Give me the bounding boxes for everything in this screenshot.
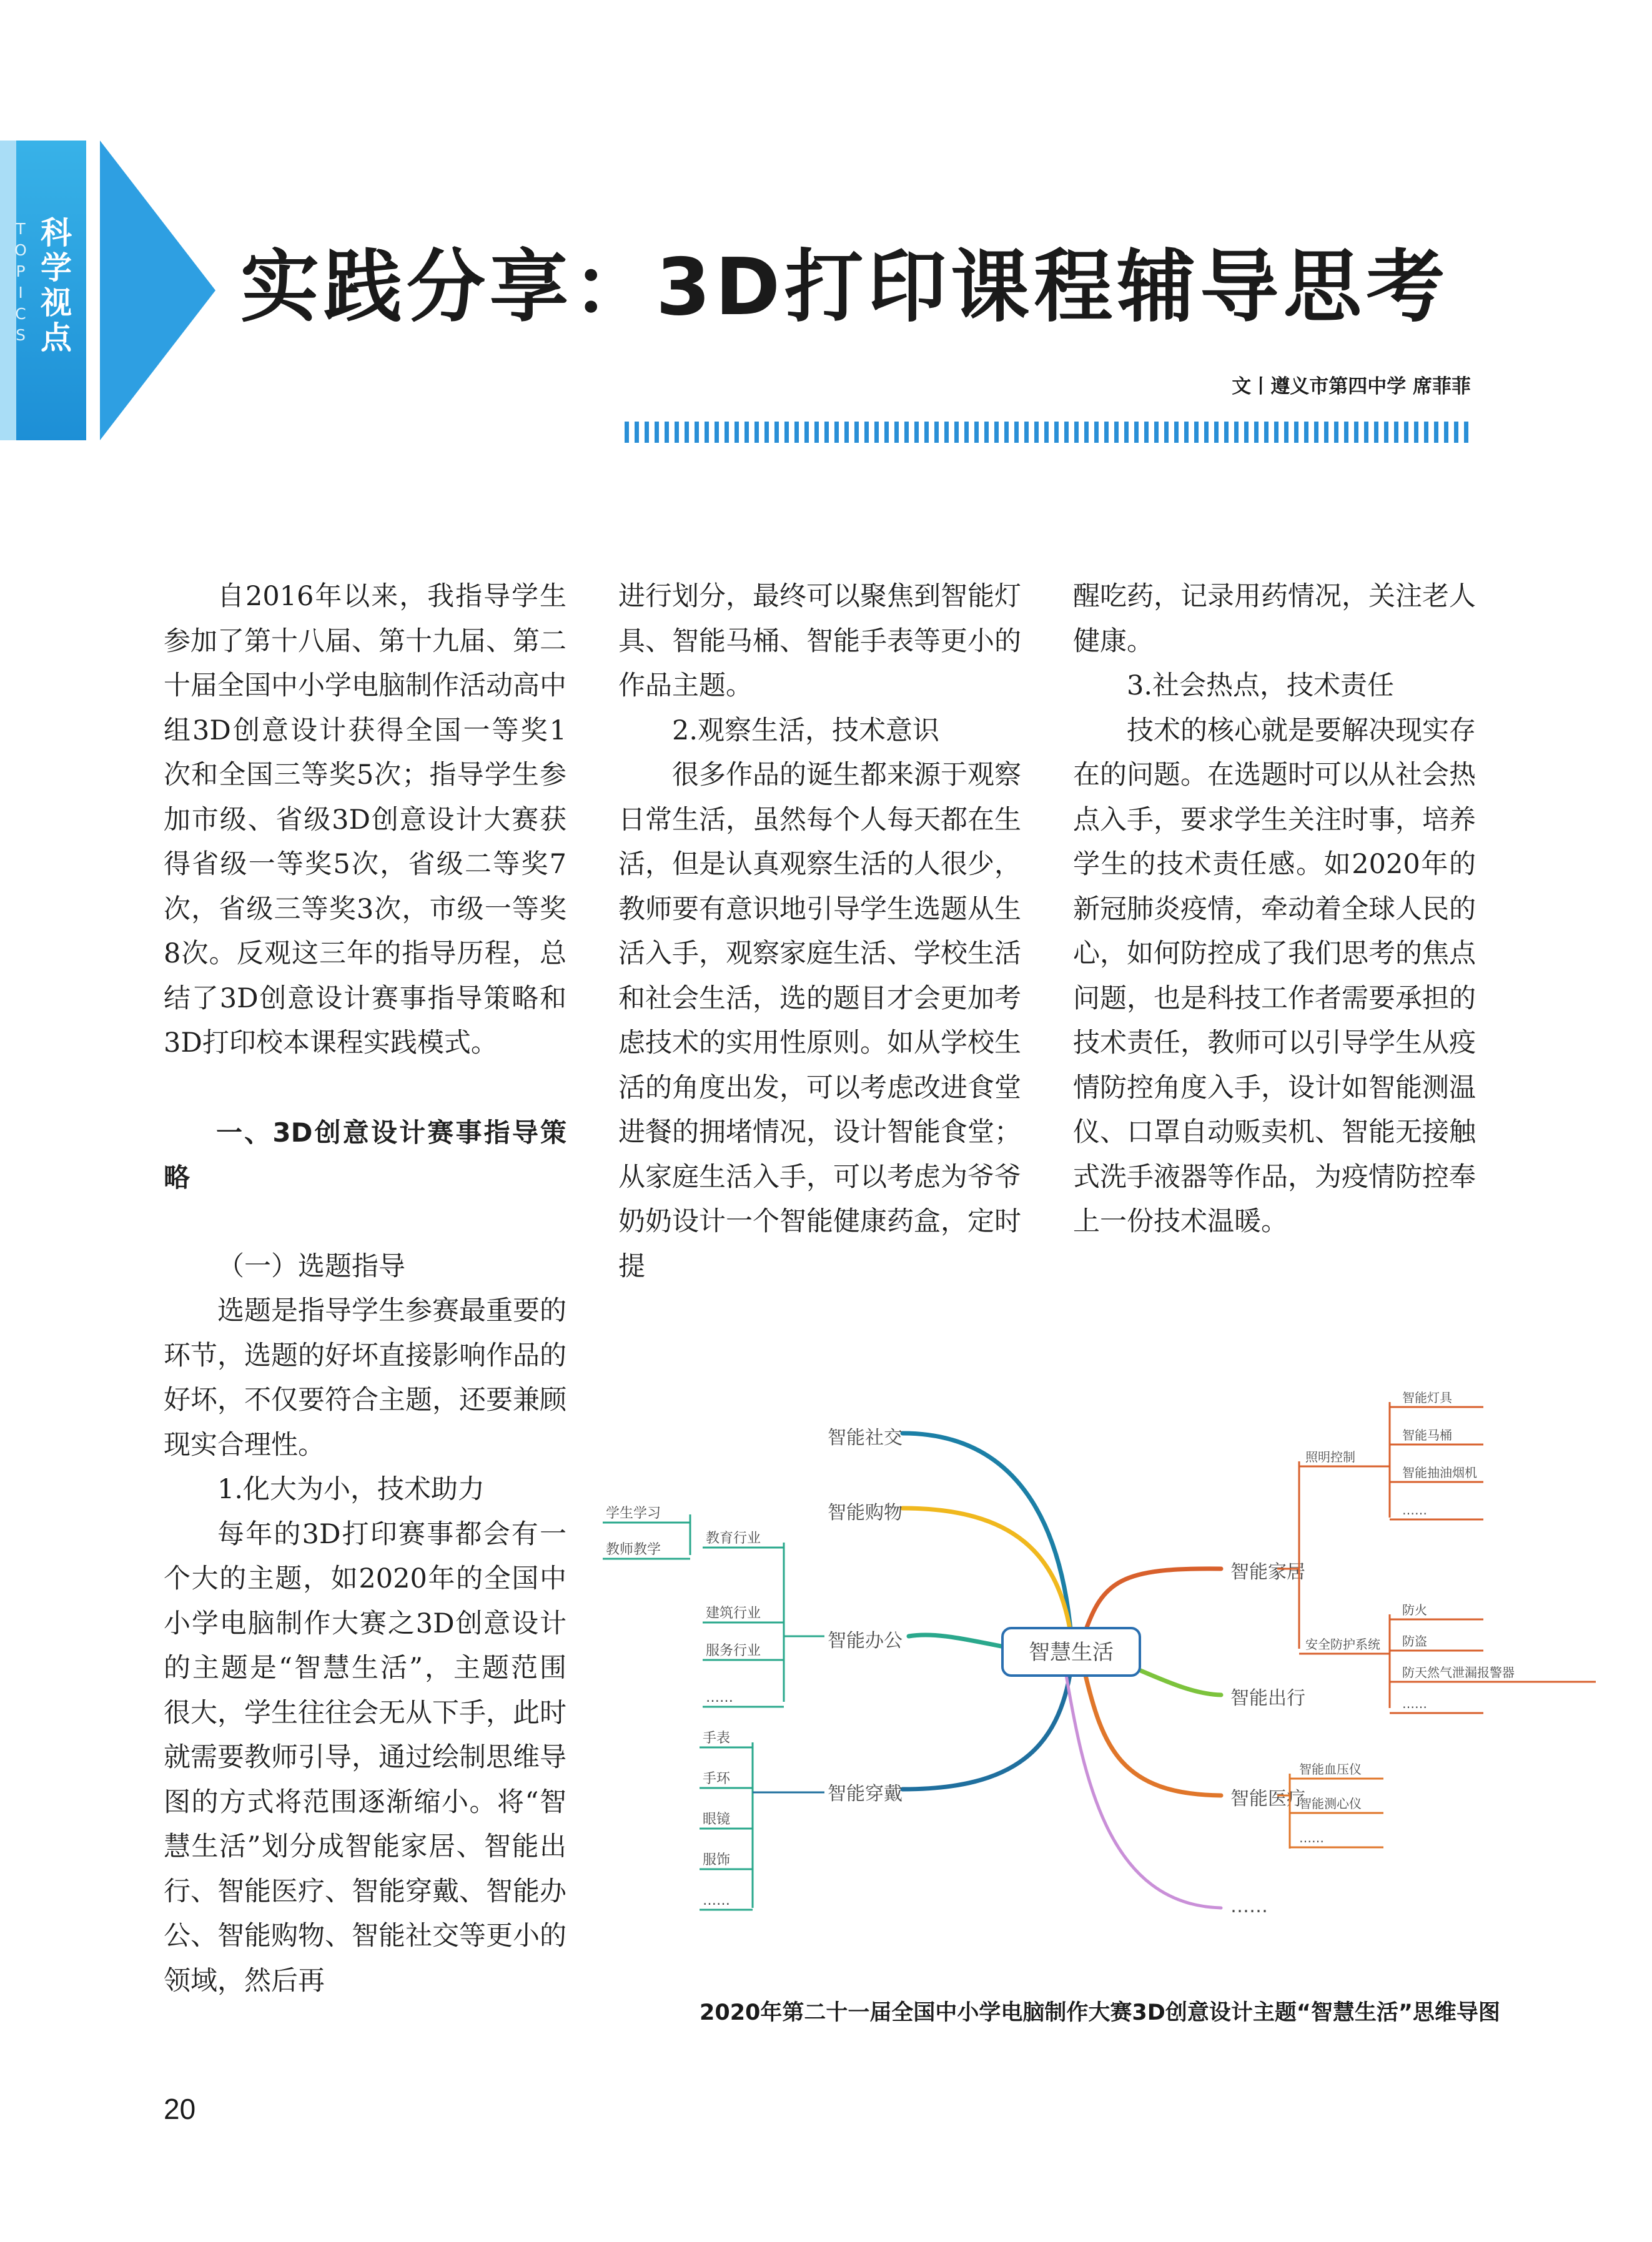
section-label-char: 视	[41, 285, 72, 321]
topics-letter: P	[16, 262, 26, 280]
center-node-label: 智慧生活	[1029, 1640, 1114, 1665]
topics-letter: S	[16, 326, 26, 344]
medical-item-label: ……	[1299, 1830, 1324, 1845]
section-label-char: 学	[41, 250, 72, 286]
branch-label-wearable: 智能穿戴	[828, 1783, 903, 1805]
office-item-label: 建筑行业	[706, 1606, 761, 1621]
home-light-label: 智能马桶	[1402, 1428, 1452, 1443]
topics-letter: C	[15, 305, 26, 323]
branch-home	[1084, 1569, 1221, 1636]
column-2	[618, 575, 1021, 1289]
section-label-char: 点	[41, 320, 72, 356]
topics-letter: T	[16, 220, 26, 238]
paragraph: 每年的3D打印赛事都会有一个大的主题，如2020年的全国中小学电脑制作大赛之3D创意设计的主题是“智慧生活”，主题范围很大，学生往往会无从下手，此时就需要教师引导，通过绘制思维导图的方式将范围逐渐缩小。将“智慧生活”划分成智能家居、智能出行、智能医疗、智能穿戴、智能办公、智能购物、智能社交等更小的领域，然后再	[164, 1518, 566, 1997]
mind-map	[596, 1374, 1602, 1955]
home-safe-label: 防盗	[1402, 1634, 1427, 1649]
item-heading: 2.观察生活，技术意识	[672, 714, 940, 746]
wear-item-label: ……	[703, 1893, 730, 1909]
branch-medical	[1084, 1667, 1221, 1795]
branch-label-home: 智能家居	[1230, 1561, 1305, 1583]
item-heading: 1.化大为小，技术助力	[217, 1474, 485, 1505]
item-heading: 3.社会热点，技术责任	[1127, 670, 1395, 701]
home-group-label: 照明控制	[1305, 1449, 1355, 1464]
section-topics-label	[12, 219, 29, 346]
home-light-label: ……	[1402, 1503, 1427, 1518]
wear-item-label: 手环	[703, 1771, 731, 1787]
section-label	[37, 215, 75, 355]
branch-social	[903, 1433, 1071, 1636]
branch-label-travel: 智能出行	[1230, 1687, 1305, 1709]
branch-label-medical: 智能医疗	[1230, 1788, 1305, 1810]
byline: 文丨遵义市第四中学 席菲菲	[1232, 375, 1471, 398]
column-3	[1073, 575, 1476, 1245]
column-1	[164, 575, 566, 2003]
branch-wearable	[903, 1667, 1071, 1789]
home-group-label: 安全防护系统	[1305, 1637, 1380, 1652]
office-item-label: 教育行业	[706, 1531, 761, 1546]
home-safe-label: 防火	[1402, 1602, 1427, 1617]
paragraph: 选题是指导学生参赛最重要的环节，选题的好坏直接影响作品的好坏，不仅要符合主题，还要兼顾现实合理性。	[164, 1295, 566, 1461]
home-safe-label: ……	[1402, 1696, 1427, 1711]
figure-caption: 2020年第二十一届全国中小学电脑制作大赛3D创意设计主题“智慧生活”思维导图	[700, 2000, 1500, 2025]
paragraph: 很多作品的诞生都来源于观察日常生活，虽然每个人每天都在生活，但是认真观察生活的人很少，教师要有意识地引导学生选题从生活入手，观察家庭生活、学校生活和社会生活，选的题目才会更加考虑技术的实用性原则。如从学校生活的角度出发，可以考虑改进食堂进餐的拥堵情况，设计智能食堂；从家庭生活入手，可以考虑为爷爷奶奶设计一个智能健康药盒，定时提	[618, 759, 1021, 1282]
topics-letter: I	[18, 284, 23, 302]
subsection-heading: （一）选题指导	[217, 1250, 405, 1282]
branch-label-shopping: 智能购物	[828, 1502, 903, 1524]
office-item-label: ……	[706, 1690, 733, 1706]
branch-more	[1065, 1667, 1221, 1908]
section-heading: 一、3D创意设计赛事指导策略	[164, 1117, 566, 1193]
section-label-char: 科	[41, 215, 72, 251]
wear-item-label: 服饰	[703, 1852, 731, 1868]
home-safe-label: 防天然气泄漏报警器	[1402, 1665, 1515, 1680]
decorative-stripe	[625, 422, 1474, 443]
page-number: 20	[164, 2093, 196, 2125]
wear-item-label: 眼镜	[703, 1812, 731, 1827]
paragraph: 进行划分，最终可以聚焦到智能灯具、智能马桶、智能手表等更小的作品主题。	[618, 581, 1021, 701]
wear-item-label: 手表	[703, 1731, 731, 1746]
topics-letter: O	[14, 241, 27, 259]
medical-item-label: 智能血压仪	[1299, 1762, 1362, 1777]
home-light-label: 智能灯具	[1402, 1390, 1452, 1405]
branch-label-more: ……	[1230, 1895, 1268, 1917]
paragraph: 醒吃药，记录用药情况，关注老人健康。	[1073, 581, 1476, 657]
mind-map-figure	[596, 1374, 1602, 1955]
edu-item-label: 学生学习	[606, 1506, 661, 1521]
edu-item-label: 教师教学	[606, 1542, 661, 1558]
home-light-label: 智能抽油烟机	[1402, 1465, 1477, 1480]
paragraph: 技术的核心就是要解决现实存在的问题。在选题时可以从社会热点入手，要求学生关注时事，培养学生的技术责任感。如2020年的新冠肺炎疫情，牵动着全球人民的心，如何防控成了我们思考的焦点问题，也是科技工作者需要承担的技术责任，教师可以引导学生从疫情防控角度入手，设计如智能测温仪、口罩自动贩卖机、智能无接触式洗手液器等作品，为疫情防控奉上一份技术温暖。	[1073, 714, 1476, 1237]
office-item-label: 服务行业	[706, 1643, 761, 1659]
branch-label-social: 智能社交	[828, 1427, 903, 1449]
branch-label-office: 智能办公	[828, 1630, 903, 1652]
article-title: 实践分享：3D打印课程辅导思考	[240, 241, 1450, 333]
header-arrow-icon	[100, 141, 215, 440]
paragraph: 自2016年以来，我指导学生参加了第十八届、第十九届、第二十届全国中小学电脑制作活动高中组3D创意设计获得全国一等奖1次和全国三等奖5次；指导学生参加市级、省级3D创意设计大赛获得省级一等奖5次，省级二等奖7次，省级三等奖3次，市级一等奖8次。反观这三年的指导历程，总结了3D创意设计赛事指导策略和3D打印校本课程实践模式。	[164, 581, 566, 1059]
medical-item-label: 智能测心仪	[1299, 1796, 1362, 1811]
